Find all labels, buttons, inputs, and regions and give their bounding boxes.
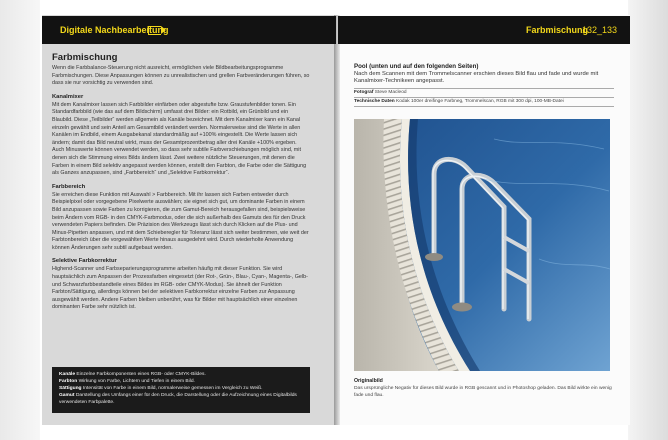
glossary-term: Kanäle	[59, 372, 76, 377]
divider	[354, 88, 614, 89]
photographer-line	[354, 90, 614, 96]
glossary-item	[59, 371, 303, 378]
page-numbers: 132_133	[582, 25, 618, 35]
right-page-header	[338, 16, 630, 44]
glossary-item	[59, 392, 303, 406]
background-edge-right	[628, 0, 668, 440]
glossary-desc: Einzelne Farbkomponenten eines RGB- oder CMYK-Bildes.	[76, 372, 206, 377]
section-heading-farbbereich: Farbbereich	[52, 183, 86, 190]
section-title: Farbmischung	[526, 25, 589, 35]
section-text-farbbereich: Sie erreichen diese Funktion mit Auswahl > Farbbereich. Mit ihr lassen sich Farben entweder durch Beispielpixel oder vorgegebene Pixelwerte auswählen; sie eignet sich gut, um dominante Farben in einem Bild anzupassen sowie Farben zu korrigieren, die zum Gamut-Bereich herausgefallen sind, beispielsweise beim Ändern vom RGB- in den CMYK-Farbmodus, oder die sich außerhalb des Gamuts des für den Druck verwendeten Papiers befinden. Die Präzision des Werkzeugs lässt sich durch Klicken auf die Plus- und Minus-Pipetten anpassen, und mit dem Schieberegler für Toleranz lässt sich weiter bestimmen, wie weit der Farbtonbereich über die vorgewählten Werte hinaus ausgedehnt wird. Durch wiederholte Anwendung können Änderungen sehr subtil aufgebaut werden.	[52, 191, 309, 251]
section-text-kanalmixer: Mit dem Kanalmixer lassen sich Farbbilder einfärben oder abgestufte bzw. Graustufenbilder tonen. Ein Standardfarbbild (wie das auf dem Bildschirm) umfasst drei Bilder: ein Rotbild, ein Grünbild und ein Blaubild. Diese „Teilbilder“ werden allgemein als Kanäle bezeichnet. Mit dem Kanalmixer kann ein Kanal einzeln gewählt und sein Anteil am Gesamtbild verändert werden. Normalerweise sind die Werte in allen Kanälen im Endbild, einem Ausgabekanal standardmäßig auf +100% eingestellt. Die Werte lassen sich ändern; damit das Bild neutral wirkt, muss der Gesamtprozentbetrag aller drei Kanäle +100% ergeben. Auch Minuswerte können verwendet werden, so dass sehr subtile Farbverschiebungen möglich sind, mit denen sich die Stimmung eines Bilds ändern lässt. Zwei weitere nützliche Steuerungen, mit denen die Farben in einem Bild selektiv angepasst werden können, erstellt den Farbton, die Farbe oder die Sättigung als Ganzes anzupassen, sind „Farbbereich“ und „Selektive Farbkorrektur“.	[52, 101, 307, 177]
book-gutter	[334, 15, 340, 425]
divider	[354, 97, 614, 98]
technical-line	[354, 99, 614, 105]
glossary-term: Sättigung	[59, 386, 82, 391]
background-edge-left	[0, 0, 40, 440]
glossary-item	[59, 385, 303, 392]
section-heading-selektive: Selektive Farbkorrektur	[52, 258, 117, 265]
section-text-selektive: Highend-Scanner und Farbseparierungsprogramme arbeiten häufig mit dieser Funktion. Sie wird hauptsächlich zum Anpassen der Prozessfarben eingesetzt (der Rot-, Grün-, Blau-, Cyan-, Magenta-, Gelb- und Schwarzfarbbestandteile eines Bildes im RGB- oder CMYK-Modus). Sie ähnelt der Funktion Farbton/Sättigung, allerdings können bei der selektiven Farbkorrektur einzelne Farben zur Anpassung ausgewählt werden. Andere Farben bleiben unberührt, was für Bilder mit hauptsächlich einer einzelnen dominanten Farbe sehr nützlich ist.	[52, 266, 308, 311]
glossary-term: Farbton	[59, 379, 78, 384]
photographer-label: Fotograf	[354, 90, 374, 95]
glossary-box	[52, 367, 310, 413]
left-article	[52, 52, 310, 312]
photo-title: Pool (unten und auf den folgenden Seiten)	[354, 63, 479, 70]
technical-label: Technische Daten	[354, 99, 395, 104]
technical-data: Kodak 100er dreifinge Farbneg, Trommelscan, RGB mit 300 dpi, 100-MB-Datei	[396, 99, 564, 104]
photographer-name: Steve Macleod	[374, 90, 407, 95]
glossary-desc: Intensität von Farbe in einem Bild, normalerweise gemessen im Vergleich zu Weiß.	[82, 386, 263, 391]
glossary-desc: Darstellung des Umfangs einer für den Druck, die Darstellung oder die Aufzeichnung eines Digitalbilds verwendeten Farbpalette.	[59, 393, 297, 405]
glossary-item	[59, 378, 303, 385]
pool-photo	[354, 119, 610, 371]
glossary-desc: Wirkung von Farbe, Lichtern und Tiefen in einem Bild.	[78, 379, 195, 384]
chapter-title: Digitale Nachbearbeitung	[60, 25, 169, 35]
article-intro: Wenn die Farbbalance-Steuerung nicht ausreicht, ermöglichen viele Bildbearbeitungsprogramme Farbmischungen. Diese Anpassungen können zu unrealistischen und grellen Farbveränderungen führen, so dass sie nur vorsichtig zu verwenden sind.	[52, 65, 310, 87]
pool-illustration	[354, 119, 610, 371]
left-page-header	[42, 16, 336, 44]
caption-title: Originalbild	[354, 378, 383, 384]
divider	[354, 106, 614, 107]
section-heading-kanalmixer: Kanalmixer	[52, 93, 84, 100]
glossary-term: Gamut	[59, 393, 75, 398]
photo-description: Nach dem Scannen mit dem Trommelscanner erschien dieses Bild flau und fade und wurde mit Kanalmixer-Technikeen angepasst.	[354, 71, 599, 85]
arrow-right-icon	[148, 26, 161, 35]
article-title: Farbmischung	[52, 52, 118, 63]
caption-text: Das ursprüngliche Negativ für dieses Bild wurde in RGB gescannt und in Photoshop geladen. Das Bild wirkte ein wenig fade und flau.	[354, 386, 612, 398]
